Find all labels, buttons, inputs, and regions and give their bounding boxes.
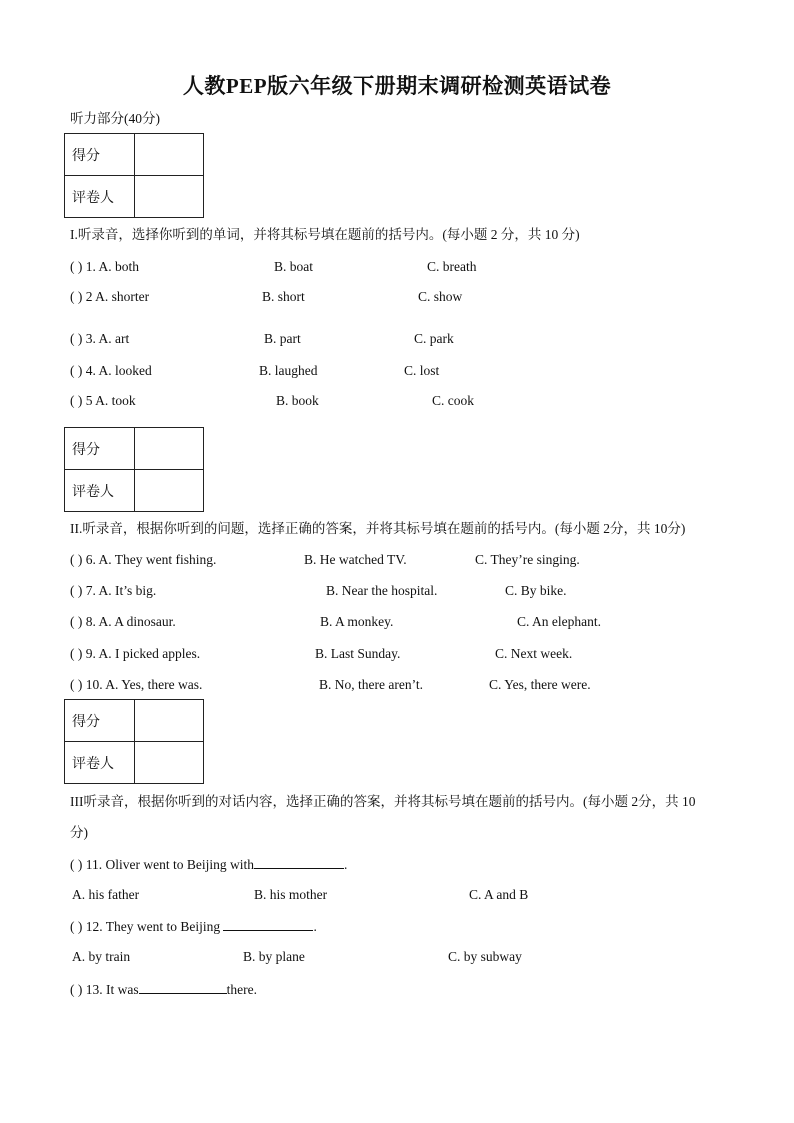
score-label: 得分 bbox=[65, 134, 135, 176]
score-cell[interactable] bbox=[135, 428, 204, 470]
question-10-option-b: B. No, there aren’t. bbox=[319, 677, 423, 692]
question-7-option-b: B. Near the hospital. bbox=[326, 583, 438, 598]
question-2-stem: ( ) 2 A. shorter bbox=[70, 289, 150, 304]
score-cell[interactable] bbox=[135, 700, 204, 742]
question-7-stem: ( ) 7. A. It’s big. bbox=[70, 583, 157, 598]
question-12-stem bbox=[70, 917, 317, 936]
grader-label: 评卷人 bbox=[65, 176, 135, 218]
question-8-stem: ( ) 8. A. A dinosaur. bbox=[70, 614, 176, 629]
question-5-option-b: B. book bbox=[276, 393, 319, 408]
answer-blank[interactable] bbox=[139, 980, 227, 994]
question-10-option-c: C. Yes, there were. bbox=[489, 677, 591, 692]
question-1-stem: ( ) 1. A. both bbox=[70, 259, 139, 274]
question-7-option-c: C. By bike. bbox=[505, 583, 567, 598]
question-2-option-c: C. show bbox=[418, 289, 463, 304]
question-12-option-a: A. by train bbox=[72, 949, 131, 964]
question-6-stem: ( ) 6. A. They went fishing. bbox=[70, 552, 217, 567]
question-9-stem: ( ) 9. A. I picked apples. bbox=[70, 646, 201, 661]
question-9-option-b: B. Last Sunday. bbox=[315, 646, 401, 661]
question-9-option-c: C. Next week. bbox=[495, 646, 573, 661]
listening-header: 听力部分(40分) bbox=[70, 111, 160, 126]
grader-cell[interactable] bbox=[135, 176, 204, 218]
question-5-stem: ( ) 5 A. took bbox=[70, 393, 136, 408]
grader-label: 评卷人 bbox=[65, 470, 135, 512]
question-12-option-b: B. by plane bbox=[243, 949, 305, 964]
question-13-end: there. bbox=[226, 982, 257, 997]
section-1-heading: I.听录音，选择你听到的单词，并将其标号填在题前的括号内。(每小题 2 分，共 10 分) bbox=[70, 227, 580, 242]
section-3-heading: III听录音，根据你听到的对话内容，选择正确的答案，并将其标号填在题前的括号内。(每小题 2分，共 10 bbox=[70, 794, 696, 809]
question-11-stem bbox=[70, 855, 347, 874]
question-1-option-c: C. breath bbox=[427, 259, 477, 274]
question-10-stem: ( ) 10. A. Yes, there was. bbox=[70, 677, 203, 692]
question-11-end: . bbox=[343, 857, 348, 872]
section-3-heading-cont: 分) bbox=[70, 825, 88, 840]
grader-cell[interactable] bbox=[135, 742, 204, 784]
question-12-text: ( ) 12. They went to Beijing bbox=[70, 919, 224, 934]
question-8-option-c: C. An elephant. bbox=[517, 614, 601, 629]
question-4-stem: ( ) 4. A. looked bbox=[70, 363, 152, 378]
question-4-option-b: B. laughed bbox=[259, 363, 318, 378]
question-13-stem bbox=[70, 980, 257, 999]
grader-label: 评卷人 bbox=[65, 742, 135, 784]
score-label: 得分 bbox=[65, 428, 135, 470]
question-12-end: . bbox=[313, 919, 317, 934]
question-3-option-c: C. park bbox=[414, 331, 454, 346]
question-13-text: ( ) 13. It was bbox=[70, 982, 139, 997]
question-1-option-b: B. boat bbox=[274, 259, 313, 274]
grader-cell[interactable] bbox=[135, 470, 204, 512]
question-11-option-c: C. A and B bbox=[469, 887, 529, 902]
section-2-heading: II.听录音，根据你听到的问题，选择正确的答案，并将其标号填在题前的括号内。(每小题 2分，共 10分) bbox=[70, 521, 686, 536]
score-box bbox=[64, 133, 204, 218]
score-box bbox=[64, 427, 204, 512]
question-6-option-b: B. He watched TV. bbox=[304, 552, 407, 567]
question-3-option-b: B. part bbox=[264, 331, 301, 346]
score-box bbox=[64, 699, 204, 784]
answer-blank[interactable] bbox=[223, 917, 313, 931]
question-5-option-c: C. cook bbox=[432, 393, 474, 408]
question-8-option-b: B. A monkey. bbox=[320, 614, 394, 629]
question-2-option-b: B. short bbox=[262, 289, 305, 304]
page-title: 人教PEP版六年级下册期末调研检测英语试卷 bbox=[182, 74, 612, 98]
question-4-option-c: C. lost bbox=[404, 363, 440, 378]
question-12-option-c: C. by subway bbox=[448, 949, 522, 964]
question-11-text: ( ) 11. Oliver went to Beijing with bbox=[70, 857, 254, 872]
score-cell[interactable] bbox=[135, 134, 204, 176]
answer-blank[interactable] bbox=[254, 855, 344, 869]
question-6-option-c: C. They’re singing. bbox=[475, 552, 580, 567]
question-3-stem: ( ) 3. A. art bbox=[70, 331, 130, 346]
question-11-option-b: B. his mother bbox=[254, 887, 328, 902]
question-11-option-a: A. his father bbox=[72, 887, 140, 902]
score-label: 得分 bbox=[65, 700, 135, 742]
